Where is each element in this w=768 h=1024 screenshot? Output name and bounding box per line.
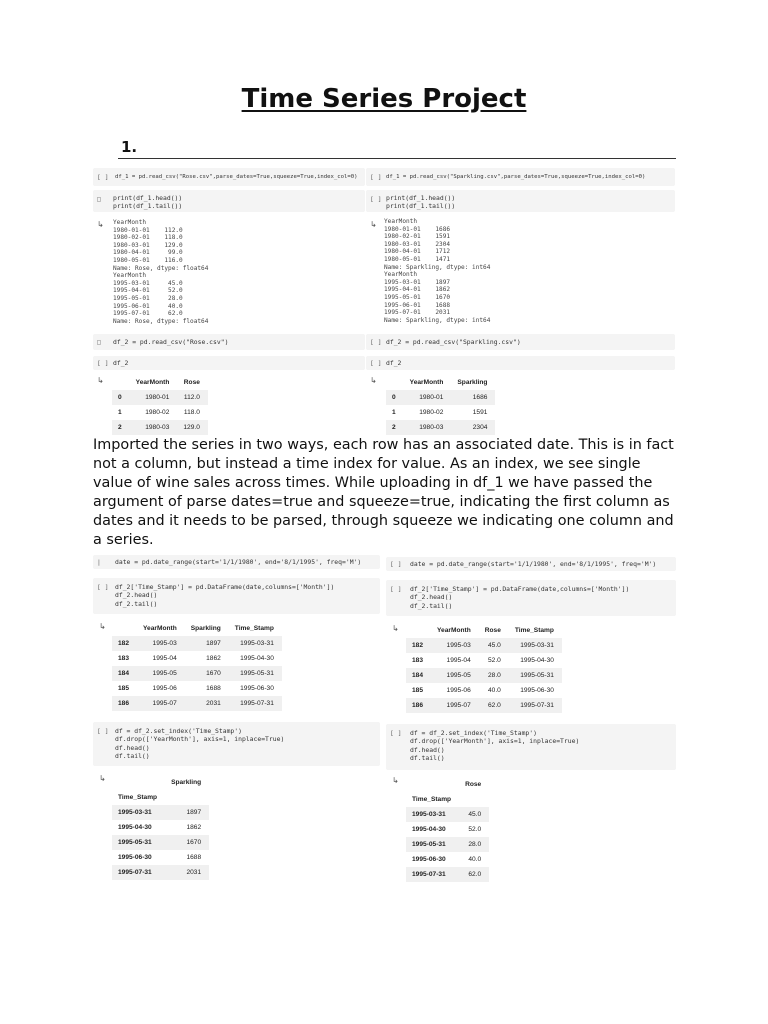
- table-header-row: [112, 375, 208, 390]
- row-index: 0: [112, 390, 130, 405]
- column-header: Sparkling: [457, 379, 488, 386]
- table-cell: 1980-01: [130, 390, 178, 405]
- table-cell: 1995-03-31: [229, 636, 282, 651]
- table-cell: 1995-04-30: [240, 655, 274, 662]
- column-header: Rose: [484, 627, 501, 634]
- column-header: YearMonth: [143, 625, 177, 632]
- output-arrow-icon: ↳: [99, 774, 106, 783]
- right-timestamp-code[interactable]: df_2['Time_Stamp'] = pd.DataFrame(date,columns=['Month']) df_2.head() df_2.tail(): [410, 585, 630, 610]
- table-row: [112, 835, 209, 850]
- row-index: 1995-03-31: [406, 807, 459, 822]
- table-cell: 1670: [165, 835, 209, 850]
- table-cell: 1995-07-31: [509, 698, 562, 713]
- table-cell: 45.0: [479, 638, 509, 653]
- column-header: Time_Stamp: [234, 625, 274, 632]
- table-cell: 1995-03: [431, 638, 479, 653]
- table-cell: 118.0: [183, 409, 200, 416]
- left-print-code[interactable]: print(df_1.head()) print(df_1.tail()): [113, 194, 183, 211]
- table-header-row: [386, 375, 495, 390]
- table-row: [406, 638, 562, 653]
- table-cell: 129.0: [177, 420, 208, 435]
- table-row: [112, 850, 209, 865]
- table-cell: 1670: [185, 666, 229, 681]
- row-index: 182: [406, 638, 431, 653]
- index-name-blank: [459, 792, 489, 807]
- table-cell: 1995-04-30: [520, 657, 554, 664]
- table-cell: 40.0: [468, 856, 482, 863]
- row-index: 182: [112, 636, 137, 651]
- left-timestamp-table: [112, 621, 282, 711]
- row-index: 1995-07-31: [406, 867, 459, 882]
- table-cell: 1980-03: [130, 420, 178, 435]
- index-name-row: [406, 792, 489, 807]
- table-cell: 1897: [185, 636, 229, 651]
- index-name: Time_Stamp: [412, 796, 452, 803]
- table-cell: 28.0: [479, 668, 509, 683]
- right-df2-table: [386, 375, 495, 435]
- table-row: [406, 698, 562, 713]
- table-row: [386, 420, 495, 435]
- left-date-range-cell[interactable]: [93, 555, 380, 569]
- table-row: [112, 696, 282, 711]
- table-row: [406, 852, 489, 867]
- table-cell: 1688: [186, 854, 202, 861]
- table-cell: 1686: [451, 390, 495, 405]
- column-header-blank: [112, 775, 165, 790]
- column-header: YearMonth: [135, 379, 170, 386]
- left-set-index-code[interactable]: df = df_2.set_index('Time_Stamp') df.drop(['YearMonth'], axis=1, inplace=True) df.head() df.tail(): [115, 727, 285, 761]
- column-header: [112, 621, 137, 636]
- table-row: [406, 837, 489, 852]
- table-cell: 1995-04: [152, 655, 177, 662]
- left-read-csv2-cell[interactable]: [93, 334, 365, 350]
- table-cell: 1995-06-30: [240, 685, 274, 692]
- row-index: 183: [118, 655, 130, 662]
- output-arrow-icon: ↳: [97, 376, 104, 385]
- output-arrow-icon: ↳: [370, 220, 377, 229]
- output-arrow-icon: ↳: [392, 776, 399, 785]
- table-cell: 1688: [206, 685, 221, 692]
- right-date-range-cell[interactable]: [386, 557, 676, 571]
- right-timestamp-cell[interactable]: [386, 580, 676, 616]
- right-print-cell[interactable]: [366, 190, 675, 212]
- table-row: [112, 820, 209, 835]
- cell-prompt: □: [97, 195, 101, 203]
- row-index: 183: [412, 657, 424, 664]
- table-header-row: [112, 621, 282, 636]
- cell-prompt[interactable]: [ ]: [97, 173, 109, 181]
- cell-prompt: □: [97, 338, 101, 346]
- cell-prompt[interactable]: [ ]: [97, 583, 109, 591]
- output-arrow-icon: ↳: [97, 220, 104, 229]
- table-cell: 2304: [451, 420, 495, 435]
- explanation-paragraph: Imported the series in two ways, each row has an associated date. This is in fact not a column, but instead a time index for value. As an index, we see single value of wine sales across times. While uploading in df_1 we have passed the argument of parse dates=true and squeeze=true, indicating the first column as dates and it needs to be parsed, through squeeze we indicating one column and a series.: [93, 437, 674, 548]
- table-header-row: [406, 777, 489, 792]
- table-row: [112, 666, 282, 681]
- cell-prompt[interactable]: [ ]: [390, 560, 402, 568]
- table-cell: 1995-07: [431, 698, 479, 713]
- table-row: [386, 390, 495, 405]
- table-cell: 52.0: [488, 657, 501, 664]
- table-cell: 45.0: [459, 807, 489, 822]
- table-row: [112, 390, 208, 405]
- row-index: 0: [386, 390, 404, 405]
- table-cell: 1995-05: [431, 668, 479, 683]
- table-row: [112, 636, 282, 651]
- table-cell: 52.0: [468, 826, 482, 833]
- left-read-csv-cell[interactable]: [93, 168, 365, 186]
- left-print-cell[interactable]: [93, 190, 365, 212]
- row-index: 2: [112, 420, 130, 435]
- row-index: 186: [112, 696, 137, 711]
- row-index: 185: [118, 685, 130, 692]
- table-row: [112, 651, 282, 666]
- output-arrow-icon: ↳: [370, 376, 377, 385]
- index-name-blank: [165, 790, 209, 805]
- table-cell: 112.0: [177, 390, 208, 405]
- column-header: [386, 375, 404, 390]
- right-indexed-table: [406, 777, 489, 882]
- cell-prompt[interactable]: [ ]: [390, 585, 402, 593]
- left-set-index-cell[interactable]: [93, 722, 380, 766]
- table-cell: 1862: [206, 655, 221, 662]
- column-header: Time_Stamp: [514, 627, 554, 634]
- index-name-row: [112, 790, 209, 805]
- table-cell: 1980-02: [419, 409, 444, 416]
- table-cell: 1995-05-31: [509, 668, 562, 683]
- column-header: YearMonth: [437, 627, 471, 634]
- left-read-csv-code[interactable]: df_1 = pd.read_csv("Rose.csv",parse_dates=True,squeeze=True,index_col=0): [115, 174, 358, 180]
- table-cell: 1995-03-31: [509, 638, 562, 653]
- left-df2-code[interactable]: df_2: [113, 359, 129, 367]
- cell-prompt: |: [97, 558, 101, 566]
- column-header: Sparkling: [190, 625, 221, 632]
- left-print-output: YearMonth 1980-01-01 112.0 1980-02-01 118.0 1980-03-01 129.0 1980-04-01 99.0 1980-05-01 116.0 Name: Rose, dtype: float64 YearMonth 1995-03-01 45.0 1995-04-01 52.0 1995-05-01 28.0 1995-06-01 40.0 1995-07-01 62.0 Name: Rose, dtype: float64: [113, 219, 209, 325]
- right-date-range-code[interactable]: date = pd.date_range(start='1/1/1980', end='8/1/1995', freq='M'): [410, 560, 657, 568]
- table-row: [406, 653, 562, 668]
- right-timestamp-table: [406, 623, 562, 713]
- table-row: [406, 822, 489, 837]
- table-cell: 1980-03: [404, 420, 452, 435]
- left-indexed-table: [112, 775, 209, 880]
- section-number: 1.: [121, 138, 138, 156]
- table-row: [112, 865, 209, 880]
- left-date-range-code[interactable]: date = pd.date_range(start='1/1/1980', end='8/1/1995', freq='M'): [115, 558, 362, 566]
- row-index: 1: [392, 409, 396, 416]
- table-row: [386, 405, 495, 420]
- table-cell: 28.0: [459, 837, 489, 852]
- row-index: 185: [412, 687, 424, 694]
- table-cell: 1995-05-31: [229, 666, 282, 681]
- row-index: 184: [406, 668, 431, 683]
- table-cell: 1995-06: [446, 687, 471, 694]
- row-index: 1995-07-31: [112, 865, 165, 880]
- cell-prompt[interactable]: [ ]: [370, 359, 382, 367]
- row-index: 1995-06-30: [118, 854, 152, 861]
- table-cell: 1995-07: [137, 696, 185, 711]
- table-row: [112, 420, 208, 435]
- cell-prompt[interactable]: [ ]: [370, 338, 382, 346]
- index-name: Time_Stamp: [118, 794, 158, 801]
- left-read-csv2-code[interactable]: df_2 = pd.read_csv("Rose.csv"): [113, 338, 229, 346]
- column-header: Rose: [183, 379, 200, 386]
- column-header: [112, 375, 130, 390]
- table-row: [406, 867, 489, 882]
- left-df2-table: [112, 375, 208, 435]
- table-cell: 2031: [165, 865, 209, 880]
- table-row: [406, 683, 562, 698]
- cell-prompt[interactable]: [ ]: [390, 729, 402, 737]
- row-index: 1: [118, 409, 122, 416]
- left-df2-cell[interactable]: [93, 356, 365, 370]
- column-header: [406, 623, 431, 638]
- table-row: [406, 668, 562, 683]
- row-index: 1995-04-30: [118, 824, 152, 831]
- table-cell: 1980-01: [404, 390, 452, 405]
- cell-prompt[interactable]: [ ]: [370, 173, 382, 181]
- table-cell: 62.0: [459, 867, 489, 882]
- right-read-csv-cell[interactable]: [366, 168, 675, 186]
- cell-prompt[interactable]: [ ]: [97, 359, 109, 367]
- table-cell: 1995-04: [446, 657, 471, 664]
- table-header-row: [406, 623, 562, 638]
- right-set-index-cell[interactable]: [386, 724, 676, 770]
- table-cell: 1980-02: [145, 409, 170, 416]
- table-row: [112, 405, 208, 420]
- table-cell: 1995-06: [152, 685, 177, 692]
- column-header: YearMonth: [409, 379, 444, 386]
- right-read-csv2-cell[interactable]: [366, 334, 675, 350]
- left-timestamp-code[interactable]: df_2['Time_Stamp'] = pd.DataFrame(date,columns=['Month']) df_2.head() df_2.tail(): [115, 583, 335, 608]
- table-cell: 62.0: [479, 698, 509, 713]
- row-index: 1995-05-31: [112, 835, 165, 850]
- left-timestamp-cell[interactable]: [93, 578, 380, 614]
- column-header: Sparkling: [171, 779, 202, 786]
- row-index: 1995-03-31: [112, 805, 165, 820]
- column-header: Rose: [465, 781, 482, 788]
- right-read-csv2-code[interactable]: df_2 = pd.read_csv("Sparkling.csv"): [386, 338, 521, 346]
- row-index: 184: [112, 666, 137, 681]
- table-row: [112, 681, 282, 696]
- table-row: [406, 807, 489, 822]
- right-print-output: YearMonth 1980-01-01 1686 1980-02-01 1591 1980-03-01 2304 1980-04-01 1712 1980-05-01 1471 Name: Sparkling, dtype: int64 YearMonth 1995-03-01 1897 1995-04-01 1862 1995-05-01 1670 1995-06-01 1688 1995-07-01 2031 Name: Sparkling, dtype: int64: [384, 218, 491, 324]
- row-index: 2: [386, 420, 404, 435]
- right-df2-code[interactable]: df_2: [386, 359, 402, 367]
- table-cell: 1995-05: [137, 666, 185, 681]
- table-header-row: [112, 775, 209, 790]
- right-set-index-code[interactable]: df = df_2.set_index('Time_Stamp') df.drop(['YearMonth'], axis=1, inplace=True) df.head() df.tail(): [410, 729, 580, 763]
- page-title: Time Series Project: [241, 84, 527, 114]
- row-index: 1995-05-31: [406, 837, 459, 852]
- right-df2-cell[interactable]: [366, 356, 675, 370]
- output-arrow-icon: ↳: [99, 622, 106, 631]
- table-cell: 40.0: [488, 687, 501, 694]
- table-cell: 1995-03: [137, 636, 185, 651]
- output-arrow-icon: ↳: [392, 624, 399, 633]
- row-index: 1995-04-30: [412, 826, 446, 833]
- column-header-blank: [406, 777, 459, 792]
- cell-prompt[interactable]: [ ]: [370, 195, 382, 203]
- table-row: [112, 805, 209, 820]
- table-cell: 1897: [165, 805, 209, 820]
- cell-prompt[interactable]: [ ]: [97, 727, 109, 735]
- table-cell: 1862: [186, 824, 202, 831]
- section-divider: [118, 158, 676, 159]
- right-read-csv-code[interactable]: df_1 = pd.read_csv("Sparkling.csv",parse_dates=True,squeeze=True,index_col=0): [386, 174, 646, 180]
- right-print-code[interactable]: print(df_1.head()) print(df_1.tail()): [386, 194, 456, 211]
- table-cell: 2031: [185, 696, 229, 711]
- row-index: 186: [406, 698, 431, 713]
- table-cell: 1995-07-31: [229, 696, 282, 711]
- row-index: 1995-06-30: [412, 856, 446, 863]
- table-cell: 1591: [472, 409, 488, 416]
- table-cell: 1995-06-30: [520, 687, 554, 694]
